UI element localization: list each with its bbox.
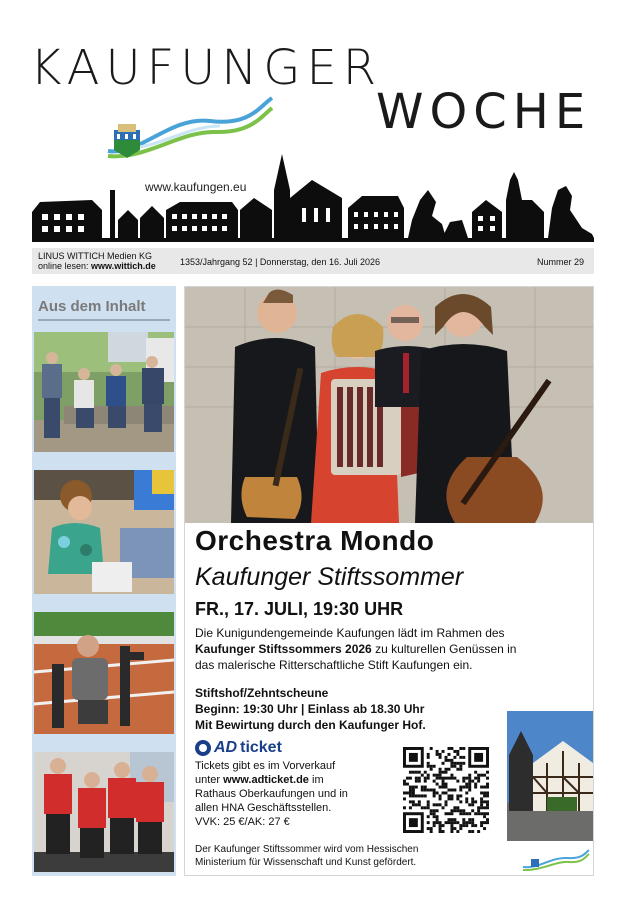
event-poster	[184, 286, 594, 876]
intro-rest: zu kulturellen Genüssen in	[371, 642, 517, 656]
online-reading-line	[38, 261, 156, 271]
event-headline: Orchestra Mondo	[195, 525, 435, 556]
sidebar-divider	[38, 319, 170, 321]
funding-line-1: Der Kaufunger Stiftssommer wird vom Hessischen	[195, 844, 419, 855]
adticket-label: ticket	[240, 739, 282, 756]
sidebar-title: Aus dem Inhalt	[38, 298, 146, 315]
event-venue	[195, 685, 426, 733]
band-photo	[185, 287, 594, 523]
event-date: FR., 17. JULI, 19:30 UHR	[195, 599, 404, 619]
adticket-circle-icon	[195, 740, 211, 756]
intro-line-3: das malerische Ritterschaftliche Stift Kaufungen ein.	[195, 658, 473, 672]
thumbnail-team-red-shirts[interactable]	[34, 752, 174, 872]
issue-info-bar	[32, 248, 594, 274]
online-url-link[interactable]: www.wittich.de	[91, 261, 156, 271]
intro-line-1: Die Kunigundengemeinde Kaufungen lädt im Rahmen des	[195, 626, 505, 640]
thumbnail-group-of-men[interactable]	[34, 332, 174, 452]
venue-line-2: Beginn: 19:30 Uhr | Einlass ab 18.30 Uhr	[195, 702, 425, 716]
ticket-info	[195, 759, 395, 829]
stift-building-photo	[507, 711, 593, 841]
online-prefix: online lesen:	[38, 261, 92, 271]
intro-bold: Kaufunger Stiftssommers 2026	[195, 642, 372, 656]
venue-line-1: Stiftshof/Zehntscheune	[195, 686, 329, 700]
venue-line-3: Mit Bewirtung durch den Kaufunger Hof.	[195, 718, 426, 732]
kaufungen-wave-small-icon	[521, 849, 591, 871]
masthead-title-line2: WOCHE	[376, 84, 592, 140]
tickets-pre: unter	[195, 774, 224, 786]
issue-date: 1353/Jahrgang 52 | Donnerstag, den 16. Juli 2026	[180, 257, 380, 267]
tickets-post: im	[308, 774, 324, 786]
adticket-prefix: AD	[214, 739, 238, 756]
thumbnail-fitness-equipment[interactable]	[34, 612, 174, 734]
event-subtitle: Kaufunger Stiftssommer	[195, 563, 464, 591]
contents-sidebar	[32, 286, 176, 876]
adticket-url-link[interactable]: www.adticket.de	[223, 774, 309, 786]
publisher-block	[38, 251, 156, 271]
funding-note	[195, 843, 418, 869]
masthead-title-line1: KAUFUNGER	[30, 40, 383, 96]
qr-code-icon[interactable]	[403, 747, 489, 833]
tickets-line-4: allen HNA Geschäftsstellen.	[195, 802, 332, 814]
issue-number: Nummer 29	[536, 257, 584, 267]
tickets-line-3: Rathaus Oberkaufungen und in	[195, 788, 348, 800]
tickets-line-2	[195, 773, 395, 787]
funding-line-2: Ministerium für Wissenschaft und Kunst gefördert.	[195, 857, 417, 868]
adticket-logo	[195, 739, 282, 757]
publisher-name: LINUS WITTICH Medien KG	[38, 251, 153, 261]
tickets-prices: VVK: 25 €/AK: 27 €	[195, 816, 290, 828]
website-url: www.kaufungen.eu	[145, 180, 247, 194]
tickets-line-1: Tickets gibt es im Vorverkauf	[195, 760, 336, 772]
thumbnail-child-activity[interactable]	[34, 470, 174, 594]
town-skyline-silhouette	[32, 150, 594, 242]
event-intro	[195, 625, 587, 673]
intro-line-2	[195, 641, 587, 657]
